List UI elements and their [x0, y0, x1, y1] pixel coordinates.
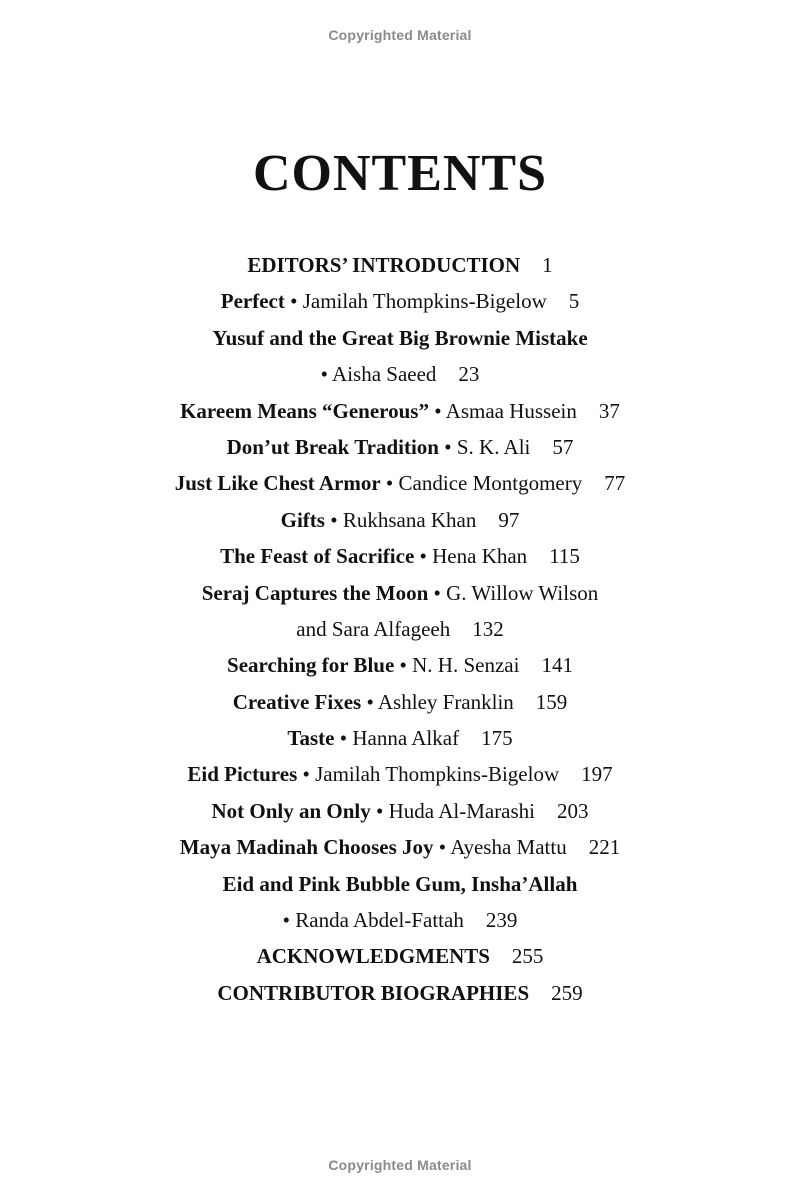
toc-title: Seraj Captures the Moon: [201, 580, 429, 605]
toc-entry-acknowledgments[interactable]: [0, 941, 800, 977]
toc-author: Jamilah Thompkins-Bigelow: [302, 289, 547, 314]
toc-entry-feast-of-sacrifice[interactable]: The Feast of Sacrifice • Hena Khan 115: [220, 544, 580, 569]
toc-page-number: 23: [458, 362, 480, 387]
toc-page-number: 115: [549, 544, 580, 569]
toc-page-number: 132: [472, 616, 504, 641]
toc-page-number: 255: [511, 944, 544, 969]
toc-entry-maya-madinah-chooses-joy[interactable]: Maya Madinah Chooses Joy • Ayesha Mattu 221: [179, 835, 621, 860]
toc-entry-eid-and-pink-bubble-gum-continued[interactable]: • Randa Abdel-Fattah 239: [282, 908, 518, 933]
toc-author: Ayesha Mattu: [450, 835, 567, 860]
table-of-contents: [0, 250, 800, 1014]
toc-entry-not-only-an-only[interactable]: Not Only an Only • Huda Al-Marashi 203: [211, 798, 589, 823]
toc-page-number: 175: [481, 726, 513, 751]
toc-entry-editors-introduction[interactable]: [0, 250, 800, 286]
toc-entry-donut-break-tradition[interactable]: Don’ut Break Tradition • S. K. Ali 57: [226, 434, 574, 459]
toc-title: CONTRIBUTOR BIOGRAPHIES: [217, 980, 530, 1005]
toc-title: Eid and Pink Bubble Gum, Insha’Allah: [222, 871, 578, 896]
toc-entry-searching-for-blue[interactable]: Searching for Blue • N. H. Senzai 141: [227, 653, 573, 678]
toc-author: G. Willow Wilson: [446, 580, 599, 605]
toc-entry-yusuf[interactable]: [0, 323, 800, 359]
toc-entry-yusuf-continued[interactable]: • Aisha Saeed 23: [320, 362, 480, 387]
toc-author: Jamilah Thompkins-Bigelow: [315, 762, 560, 787]
toc-title: ACKNOWLEDGMENTS: [256, 944, 490, 969]
toc-page-number: 5: [568, 289, 580, 314]
toc-page-number: 159: [535, 689, 568, 714]
toc-page-number: 203: [557, 798, 589, 823]
toc-entry-creative-fixes[interactable]: Creative Fixes • Ashley Franklin 159: [232, 689, 568, 714]
toc-entry-just-like-chest-armor[interactable]: Just Like Chest Armor • Candice Montgomery 77: [174, 471, 626, 496]
toc-author: Huda Al-Marashi: [388, 798, 536, 823]
toc-entry-gifts[interactable]: Gifts • Rukhsana Khan 97: [280, 507, 520, 532]
toc-title: Not Only an Only: [211, 798, 371, 823]
toc-entry-contributor-biographies[interactable]: [0, 978, 800, 1014]
toc-title: Don’ut Break Tradition: [226, 434, 439, 459]
toc-page-number: 197: [581, 762, 613, 787]
toc-entry-seraj-continued[interactable]: [0, 614, 800, 650]
toc-author: Asmaa Hussein: [445, 398, 577, 423]
toc-title: Creative Fixes: [232, 689, 362, 714]
toc-page-number: 239: [485, 908, 518, 933]
toc-author: Hanna Alkaf: [352, 726, 460, 751]
toc-page-number: 57: [552, 434, 574, 459]
toc-title: Yusuf and the Great Big Brownie Mistake: [212, 325, 588, 350]
copyright-watermark-bottom: Copyrighted Material: [328, 1157, 472, 1173]
toc-title: Taste: [287, 726, 335, 751]
toc-title: Eid Pictures: [187, 762, 298, 787]
toc-author: Rukhsana Khan: [342, 507, 477, 532]
toc-title: Kareem Means “Generous”: [180, 398, 429, 423]
toc-page-number: 1: [542, 253, 553, 277]
toc-author: S. K. Ali: [456, 434, 531, 459]
copyright-watermark-top: Copyrighted Material: [328, 27, 472, 43]
page-title: CONTENTS: [252, 145, 548, 202]
toc-author: Ashley Franklin: [377, 689, 514, 714]
toc-title: EDITORS’ INTRODUCTION: [247, 253, 521, 277]
toc-title: Perfect: [220, 289, 285, 314]
toc-title: Just Like Chest Armor: [174, 471, 381, 496]
toc-page-number: 77: [604, 471, 626, 496]
toc-author-continued: and Sara Alfageeh: [296, 616, 451, 641]
toc-title: Gifts: [280, 507, 325, 532]
toc-author: N. H. Senzai: [412, 653, 520, 678]
toc-author: Candice Montgomery: [398, 471, 583, 496]
toc-page-number: 37: [598, 398, 620, 423]
toc-page-number: 97: [498, 507, 520, 532]
toc-page-number: 259: [551, 980, 583, 1005]
toc-title: The Feast of Sacrifice: [220, 544, 415, 569]
toc-entry-kareem[interactable]: Kareem Means “Generous” • Asmaa Hussein 37: [180, 398, 620, 423]
toc-entry-taste[interactable]: Taste • Hanna Alkaf 175: [287, 726, 513, 751]
toc-page-number: 141: [541, 653, 573, 678]
toc-entry-seraj-captures-the-moon[interactable]: Seraj Captures the Moon • G. Willow Wilson: [201, 580, 599, 605]
toc-author: Aisha Saeed: [332, 362, 437, 387]
toc-page-number: 221: [588, 835, 621, 860]
toc-title: Maya Madinah Chooses Joy: [179, 835, 434, 860]
toc-entry-eid-and-pink-bubble-gum[interactable]: [0, 869, 800, 905]
toc-author: Randa Abdel-Fattah: [295, 908, 464, 933]
toc-title: Searching for Blue: [227, 653, 395, 678]
toc-entry-perfect[interactable]: Perfect • Jamilah Thompkins-Bigelow 5: [220, 289, 580, 314]
toc-entry-eid-pictures[interactable]: Eid Pictures • Jamilah Thompkins-Bigelow 197: [187, 762, 613, 787]
toc-author: Hena Khan: [432, 544, 528, 569]
